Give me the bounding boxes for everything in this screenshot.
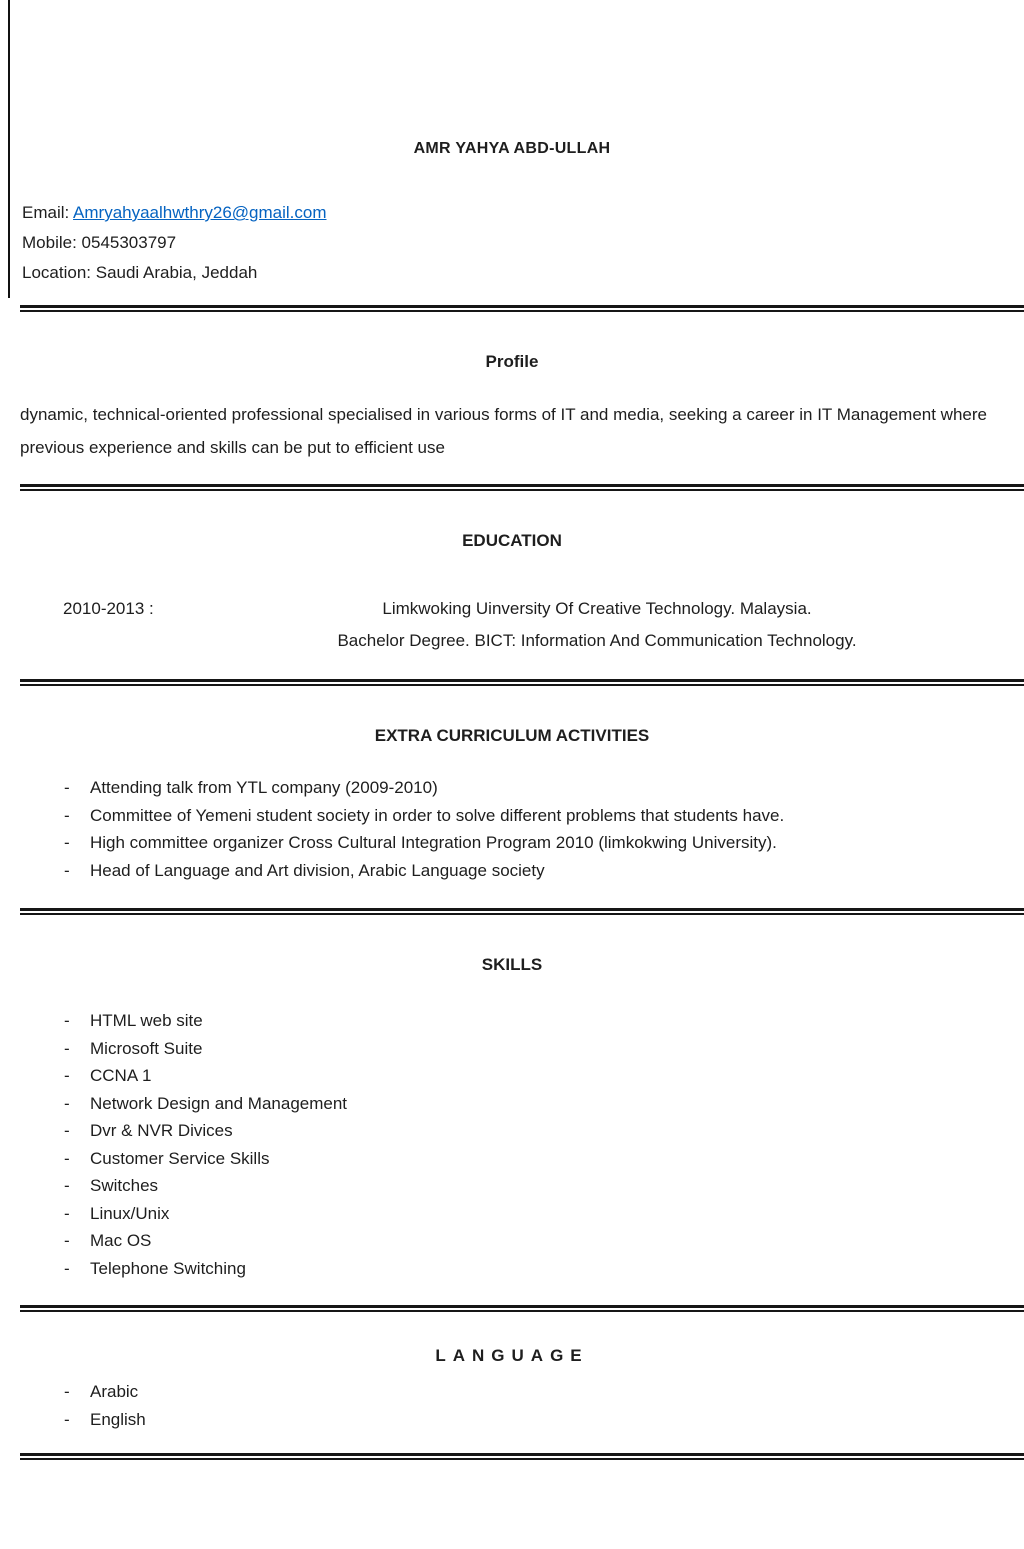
list-item: - Attending talk from YTL company (2009-2010) bbox=[0, 774, 1024, 802]
list-item: - English bbox=[0, 1406, 1024, 1434]
list-item: - Dvr & NVR Divices bbox=[0, 1117, 1024, 1145]
mobile-label: Mobile: bbox=[22, 233, 82, 252]
section-divider bbox=[20, 1453, 1024, 1460]
list-item: - Network Design and Management bbox=[0, 1090, 1024, 1118]
language-heading: LANGUAGE bbox=[435, 1346, 589, 1365]
list-item: - Switches bbox=[0, 1172, 1024, 1200]
section-divider bbox=[20, 679, 1024, 686]
section-divider bbox=[20, 1305, 1024, 1312]
contact-block bbox=[22, 198, 1024, 288]
education-entry bbox=[0, 593, 1024, 657]
list-item: - Committee of Yemeni student society in order to solve different problems that students have. bbox=[0, 802, 1024, 830]
location-value: Saudi Arabia, Jeddah bbox=[95, 263, 258, 282]
email-label: Email: bbox=[22, 203, 74, 222]
language-list bbox=[0, 1378, 1024, 1433]
section-divider bbox=[20, 305, 1024, 312]
education-period: 2010-2013 : bbox=[63, 599, 154, 618]
education-heading: EDUCATION bbox=[462, 531, 562, 550]
section-divider bbox=[20, 484, 1024, 491]
education-school: Limkwoking Uinversity Of Creative Technology. Malaysia. bbox=[382, 599, 812, 618]
list-item: - Head of Language and Art division, Arabic Language society bbox=[0, 857, 1024, 885]
list-item: - Customer Service Skills bbox=[0, 1145, 1024, 1173]
person-name-title: AMR YAHYA ABD-ULLAH bbox=[413, 140, 611, 157]
skills-list bbox=[0, 1007, 1024, 1282]
list-item: - Microsoft Suite bbox=[0, 1035, 1024, 1063]
list-item: - Linux/Unix bbox=[0, 1200, 1024, 1228]
location-label: Location: bbox=[22, 263, 96, 282]
extra-curriculum-list bbox=[0, 774, 1024, 884]
mobile-value: 0545303797 bbox=[81, 233, 177, 252]
email-link[interactable]: Amryahyaalhwthry26@gmail.com bbox=[73, 203, 327, 222]
list-item: - High committee organizer Cross Cultural Integration Program 2010 (limkokwing University). bbox=[0, 829, 1024, 857]
profile-heading: Profile bbox=[485, 352, 539, 371]
list-item: - CCNA 1 bbox=[0, 1062, 1024, 1090]
education-degree: Bachelor Degree. BICT: Information And Communication Technology. bbox=[337, 631, 857, 650]
extra-curriculum-heading: EXTRA CURRICULUM ACTIVITIES bbox=[374, 726, 650, 745]
contact-email-row bbox=[22, 198, 1024, 228]
contact-mobile-row bbox=[22, 228, 1024, 258]
profile-paragraph: dynamic, technical-oriented professional specialised in various forms of IT and media, seeking a career in IT Management where previous experience and skills can be put to efficient use bbox=[20, 405, 987, 457]
page-edge-line bbox=[8, 0, 10, 298]
section-divider bbox=[20, 908, 1024, 915]
list-item: - Telephone Switching bbox=[0, 1255, 1024, 1283]
list-item: - Arabic bbox=[0, 1378, 1024, 1406]
skills-heading: SKILLS bbox=[481, 955, 543, 974]
contact-location-row bbox=[22, 258, 1024, 288]
list-item: - Mac OS bbox=[0, 1227, 1024, 1255]
list-item: - HTML web site bbox=[0, 1007, 1024, 1035]
